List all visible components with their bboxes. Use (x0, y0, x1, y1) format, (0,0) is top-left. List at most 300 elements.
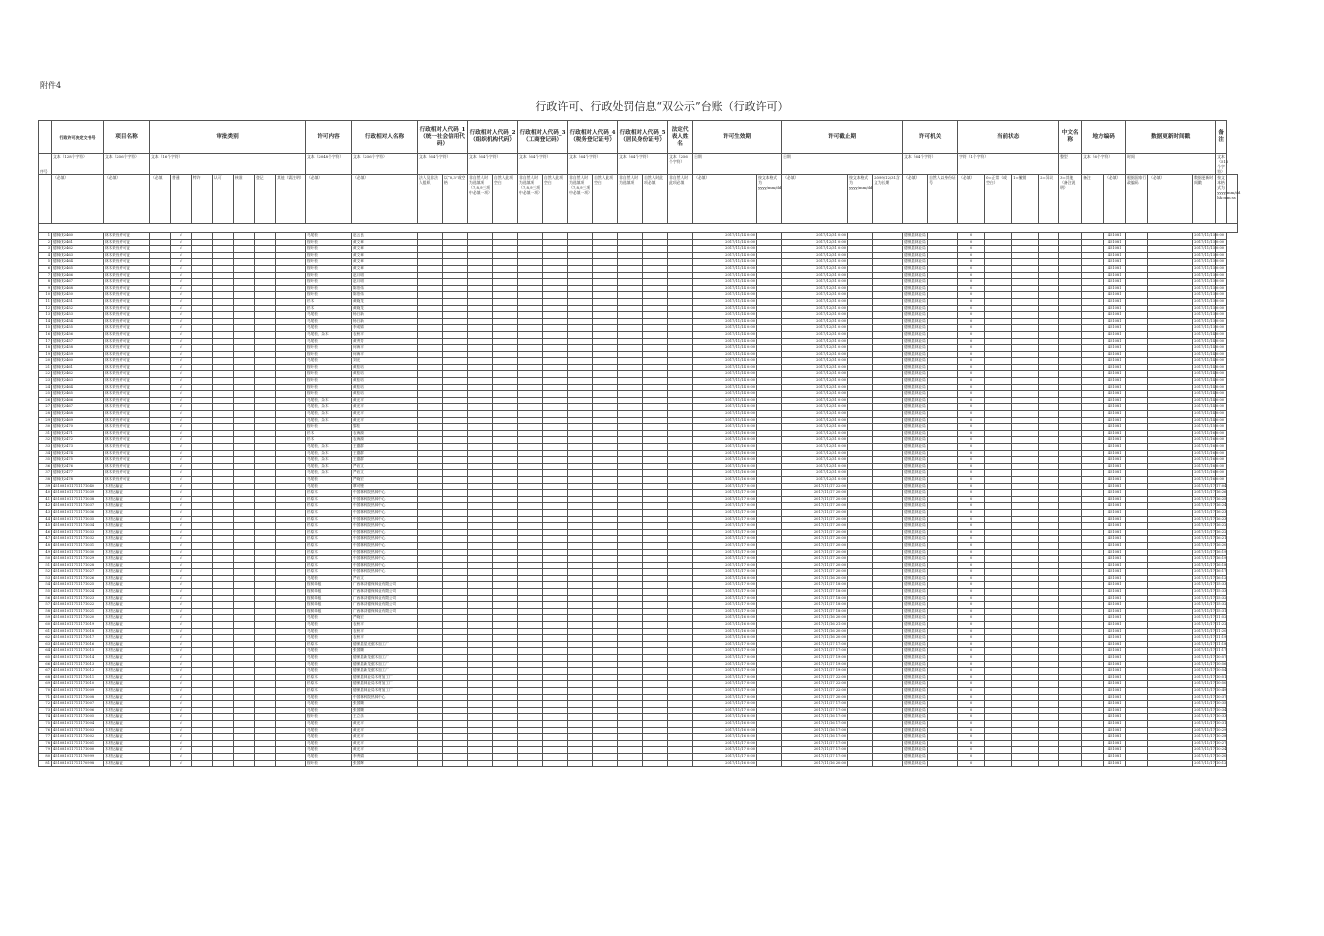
cell-empty (418, 582, 443, 589)
cell-empty (1059, 437, 1082, 444)
cell-empty (593, 338, 618, 345)
cell-empty (518, 655, 543, 662)
cell-cat1 (150, 331, 171, 338)
cell-empty (618, 674, 643, 681)
cell-empty (928, 305, 958, 312)
cell-empty (443, 753, 468, 760)
cell-empty (928, 285, 958, 292)
header-remark: 备注 (1216, 121, 1227, 154)
cell-cat-empty (192, 325, 213, 332)
cell-end: 2017/12/31 0:00 (782, 424, 848, 431)
cell-empty (1082, 714, 1104, 721)
cell-empty (873, 371, 903, 378)
table-row (39, 325, 1238, 332)
cell-empty (643, 417, 668, 424)
table-row (39, 397, 1238, 404)
cell-cat-empty (213, 397, 234, 404)
cell-end: 2017/11/16 17:00 (782, 727, 848, 734)
cell-empty (618, 259, 643, 266)
cell-cat-empty (213, 589, 234, 596)
header-row (39, 121, 1238, 154)
cell-cat-general: √ (171, 292, 192, 299)
cell-empty (518, 589, 543, 596)
cell-content: 桉叶松 (306, 391, 352, 398)
cell-empty (493, 312, 518, 319)
cell-cat-general: √ (171, 351, 192, 358)
cell-empty (518, 470, 543, 477)
table-row (39, 641, 1238, 648)
cell-empty (593, 562, 618, 569)
cell-empty (418, 371, 443, 378)
cell-empty (518, 483, 543, 490)
cell-cat-empty (276, 615, 306, 622)
table-row (39, 259, 1238, 266)
cell-cat-empty (276, 681, 306, 688)
cell-empty (443, 272, 468, 279)
cell-empty (643, 569, 668, 576)
cell-empty (757, 437, 782, 444)
cell-empty (757, 265, 782, 272)
cell-cat-empty (276, 483, 306, 490)
cell-empty (1059, 753, 1082, 760)
cell-seq: 23 (39, 378, 52, 385)
cell-empty (985, 727, 1012, 734)
cell-cat-empty (255, 279, 276, 286)
cell-seq: 52 (39, 569, 52, 576)
cell-doc-no: 451081011711171014 (52, 655, 104, 662)
cell-cat-empty (213, 384, 234, 391)
cell-empty (643, 279, 668, 286)
cell-updated: 2017/11/14 0:00 (1193, 331, 1216, 338)
cell-empty (757, 397, 782, 404)
cell-empty (1148, 529, 1193, 536)
cell-empty (493, 714, 518, 721)
cell-empty (757, 404, 782, 411)
cell-empty (468, 536, 493, 543)
cell-empty (985, 470, 1012, 477)
cell-empty (1012, 246, 1039, 253)
cell-empty (668, 707, 693, 714)
cell-cat1 (150, 378, 171, 385)
cell-cat-empty (255, 345, 276, 352)
cell-cat-empty (276, 714, 306, 721)
cell-empty (1039, 272, 1059, 279)
cell-doc-no: 451081011711171001 (52, 740, 104, 747)
cell-cat-general: √ (171, 338, 192, 345)
cell-empty (1059, 483, 1082, 490)
cell-updated: 2017/11/17 10:12 (1193, 760, 1216, 767)
cell-cat-empty (192, 740, 213, 747)
cell-empty (757, 490, 782, 497)
table-row (39, 338, 1238, 345)
cell-empty (668, 292, 693, 299)
cell-end: 2017/12/31 0:00 (782, 450, 848, 457)
cell-start: 2017/11/14 0:00 (693, 397, 757, 404)
cell-cat-general: √ (171, 727, 192, 734)
cell-empty (1082, 707, 1104, 714)
cell-start: 2017/11/16 0:00 (693, 444, 757, 451)
cell-empty (1039, 358, 1059, 365)
cell-cat1 (150, 661, 171, 668)
cell-authority: 德保县林业局 (903, 569, 928, 576)
cell-end: 2017/12/31 0:00 (782, 345, 848, 352)
cell-empty (518, 285, 543, 292)
cell-empty (518, 358, 543, 365)
table-row (39, 496, 1238, 503)
cell-seq: 11 (39, 298, 52, 305)
cell-empty (643, 740, 668, 747)
cell-empty (643, 371, 668, 378)
header-code4: 行政相对人代码_4（税务登记证号） (568, 121, 618, 154)
cell-status: 0 (958, 483, 985, 490)
cell-status: 0 (958, 437, 985, 444)
cell-cat-empty (255, 450, 276, 457)
cell-cat1 (150, 490, 171, 497)
cell-empty (443, 529, 468, 536)
cell-party: 德保县星光锯木加工厂 (352, 641, 418, 648)
cell-item: 林木采伐许可证 (104, 325, 150, 332)
cell-empty (468, 727, 493, 734)
cell-empty (985, 516, 1012, 523)
cell-empty (593, 628, 618, 635)
cell-status: 0 (958, 615, 985, 622)
cell-cat-empty (192, 404, 213, 411)
cell-party: 农海源 (352, 430, 418, 437)
cell-region: 451081 (1104, 391, 1126, 398)
cell-empty (618, 338, 643, 345)
cell-status: 0 (958, 476, 985, 483)
cell-cat-general: √ (171, 430, 192, 437)
cell-empty (443, 265, 468, 272)
table-row (39, 444, 1238, 451)
cell-empty (1059, 490, 1082, 497)
cell-cat-empty (276, 345, 306, 352)
cell-empty (873, 602, 903, 609)
cell-status: 0 (958, 496, 985, 503)
cell-empty (618, 701, 643, 708)
cell-empty (1082, 648, 1104, 655)
cell-empty (493, 529, 518, 536)
cell-authority: 德保县林业局 (903, 496, 928, 503)
cell-empty (543, 430, 568, 437)
cell-item: 木材运输证 (104, 589, 150, 596)
cell-empty (848, 523, 873, 530)
cell-empty (1059, 450, 1082, 457)
cell-empty (643, 496, 668, 503)
cell-party: 农秋平 (352, 628, 418, 635)
cell-empty (1012, 496, 1039, 503)
cell-empty (1059, 760, 1082, 767)
cell-content: 马尾松 (306, 628, 352, 635)
cell-cat-general: √ (171, 655, 192, 662)
cell-seq: 20 (39, 358, 52, 365)
cell-seq: 55 (39, 589, 52, 596)
cell-empty (668, 397, 693, 404)
cell-authority: 德保县林业局 (903, 430, 928, 437)
cell-empty (418, 470, 443, 477)
cell-empty (568, 483, 593, 490)
cell-item: 木材运输证 (104, 740, 150, 747)
cell-status: 0 (958, 628, 985, 635)
cell-empty (1126, 503, 1148, 510)
cell-cat-empty (255, 417, 276, 424)
cell-cat-empty (192, 589, 213, 596)
cell-empty (757, 602, 782, 609)
cell-empty (1012, 714, 1039, 721)
cell-empty (543, 575, 568, 582)
cell-cat-empty (213, 233, 234, 240)
cell-empty (593, 397, 618, 404)
cell-empty (1082, 674, 1104, 681)
cell-empty (418, 602, 443, 609)
cell-party: 王德群 (352, 450, 418, 457)
cell-empty (1012, 681, 1039, 688)
cell-cat-empty (192, 371, 213, 378)
cell-updated: 2017/11/14 0:00 (1193, 351, 1216, 358)
cell-empty (1039, 714, 1059, 721)
cell-empty (518, 582, 543, 589)
cell-start: 2017/11/14 0:00 (693, 305, 757, 312)
cell-empty (443, 595, 468, 602)
cell-empty (985, 536, 1012, 543)
cell-status: 0 (958, 358, 985, 365)
cell-cat-empty (234, 285, 255, 292)
cell-end: 2017/11/17 22:00 (782, 483, 848, 490)
cell-cat-empty (213, 668, 234, 675)
req-cn: 备注 (1082, 175, 1104, 224)
cell-status: 0 (958, 384, 985, 391)
cell-authority: 德保县林业局 (903, 747, 928, 754)
cell-status: 0 (958, 430, 985, 437)
cell-empty (493, 331, 518, 338)
cell-empty (493, 701, 518, 708)
cell-start: 2017/11/14 0:00 (693, 259, 757, 266)
cell-empty (468, 384, 493, 391)
header-seq (39, 121, 52, 154)
cell-item: 林木采伐许可证 (104, 239, 150, 246)
cell-end: 2017/12/31 0:00 (782, 292, 848, 299)
cell-updated: 2017/11/13 0:00 (1193, 305, 1216, 312)
cell-empty (985, 239, 1012, 246)
cell-empty (493, 391, 518, 398)
cell-empty (1039, 444, 1059, 451)
cell-start: 2017/11/14 0:00 (693, 417, 757, 424)
cell-empty (518, 740, 543, 747)
cell-empty (757, 384, 782, 391)
table-row (39, 358, 1238, 365)
cell-empty (873, 444, 903, 451)
cell-empty (643, 298, 668, 305)
cell-cat-general: √ (171, 753, 192, 760)
cell-cat-empty (234, 569, 255, 576)
cell-empty (593, 602, 618, 609)
cell-empty (1012, 608, 1039, 615)
cell-empty (1126, 450, 1148, 457)
cell-empty (493, 457, 518, 464)
cell-party: 农秋平 (352, 331, 418, 338)
cell-cat-empty (255, 483, 276, 490)
cell-cat-empty (192, 444, 213, 451)
cell-end: 2017/12/31 0:00 (782, 351, 848, 358)
cell-cat-empty (213, 569, 234, 576)
cell-region: 451081 (1104, 622, 1126, 629)
cell-content: 杉原木 (306, 509, 352, 516)
cell-empty (593, 694, 618, 701)
cell-empty (848, 292, 873, 299)
cell-empty (985, 747, 1012, 754)
cell-region: 451081 (1104, 233, 1126, 240)
cell-end: 2017/12/31 0:00 (782, 437, 848, 444)
cell-cat-empty (276, 476, 306, 483)
cell-item: 林木采伐许可证 (104, 397, 150, 404)
cell-empty (757, 529, 782, 536)
cell-item: 木材运输证 (104, 490, 150, 497)
cell-cat-empty (255, 298, 276, 305)
cell-content: 杉木 (306, 305, 352, 312)
cell-empty (757, 285, 782, 292)
cell-authority: 德保县林业局 (903, 444, 928, 451)
cell-empty (543, 331, 568, 338)
cell-empty (1039, 760, 1059, 767)
cell-region: 451081 (1104, 358, 1126, 365)
cell-status: 0 (958, 674, 985, 681)
cell-empty (928, 437, 958, 444)
cell-start: 2017/11/17 0:00 (693, 536, 757, 543)
cell-empty (668, 641, 693, 648)
cell-empty (468, 714, 493, 721)
cell-end: 2017/11/17 20:00 (782, 523, 848, 530)
cell-empty (668, 259, 693, 266)
cell-cat-general: √ (171, 411, 192, 418)
cell-authority: 德保县林业局 (903, 720, 928, 727)
cell-empty (1012, 648, 1039, 655)
req-cat3: 特许 (192, 175, 213, 224)
cell-cat-empty (276, 628, 306, 635)
cell-doc-no: 451081011711171011 (52, 674, 104, 681)
cell-empty (518, 345, 543, 352)
cell-item: 木材运输证 (104, 542, 150, 549)
cell-empty (618, 582, 643, 589)
cell-cat1 (150, 391, 171, 398)
cell-empty (848, 470, 873, 477)
cell-empty (643, 655, 668, 662)
cell-cat1 (150, 549, 171, 556)
cell-empty (757, 312, 782, 319)
cell-start: 2017/11/17 0:00 (693, 529, 757, 536)
cell-cat1 (150, 305, 171, 312)
cell-cat1 (150, 483, 171, 490)
cell-cat-general: √ (171, 556, 192, 563)
cell-doc-no: 德林伐2467 (52, 404, 104, 411)
cell-empty (1126, 608, 1148, 615)
cell-cat-empty (276, 608, 306, 615)
cell-empty (593, 569, 618, 576)
cell-empty (1126, 358, 1148, 365)
cell-cat-empty (234, 364, 255, 371)
cell-empty (1148, 450, 1193, 457)
cell-authority: 德保县林业局 (903, 635, 928, 642)
cell-empty (568, 503, 593, 510)
cell-empty (985, 404, 1012, 411)
cell-empty (985, 556, 1012, 563)
cell-status: 0 (958, 292, 985, 299)
cell-empty (1082, 727, 1104, 734)
cell-cat-empty (192, 298, 213, 305)
cell-empty (493, 655, 518, 662)
cell-empty (1082, 523, 1104, 530)
cell-empty (1059, 694, 1082, 701)
cell-empty (493, 351, 518, 358)
cell-party: 德保县林业局木材加工厂 (352, 674, 418, 681)
cell-empty (757, 595, 782, 602)
cell-empty (1059, 556, 1082, 563)
cell-authority: 德保县林业局 (903, 411, 928, 418)
cell-empty (443, 384, 468, 391)
cell-content: 马尾松 (306, 233, 352, 240)
cell-start: 2017/11/17 0:00 (693, 661, 757, 668)
cell-empty (443, 582, 468, 589)
cell-cat-empty (255, 575, 276, 582)
cell-doc-no: 451081011711171000 (52, 747, 104, 754)
cell-start: 2017/11/17 0:00 (693, 681, 757, 688)
cell-empty (568, 701, 593, 708)
cell-empty (928, 378, 958, 385)
cell-empty (757, 272, 782, 279)
cell-empty (1148, 444, 1193, 451)
cell-cat-empty (213, 272, 234, 279)
cell-empty (848, 734, 873, 741)
cell-empty (493, 430, 518, 437)
cell-empty (1039, 331, 1059, 338)
cell-start: 2017/11/16 0:00 (693, 727, 757, 734)
cell-empty (928, 727, 958, 734)
cell-empty (493, 641, 518, 648)
cell-cat-empty (255, 714, 276, 721)
cell-content: 马尾松 (306, 753, 352, 760)
cell-cat-empty (192, 252, 213, 259)
cell-empty (1082, 430, 1104, 437)
cell-empty (1082, 246, 1104, 253)
cell-empty (873, 589, 903, 596)
cell-cat-empty (213, 615, 234, 622)
cell-empty (1039, 589, 1059, 596)
cell-empty (543, 740, 568, 747)
cell-empty (518, 503, 543, 510)
cell-empty (873, 331, 903, 338)
cell-empty (985, 509, 1012, 516)
header-status: 当前状态 (958, 121, 1059, 154)
cell-updated: 2017/11/17 16:22 (1193, 529, 1216, 536)
cell-empty (757, 233, 782, 240)
cell-empty (618, 720, 643, 727)
cell-cat-empty (192, 272, 213, 279)
cell-empty (643, 351, 668, 358)
cell-empty (1126, 318, 1148, 325)
cell-cat-general: √ (171, 681, 192, 688)
cell-status: 0 (958, 298, 985, 305)
cell-empty (928, 648, 958, 655)
cell-empty (1012, 655, 1039, 662)
cell-empty (873, 364, 903, 371)
cell-empty (468, 411, 493, 418)
cell-empty (518, 279, 543, 286)
cell-end: 2017/11/17 19:00 (782, 668, 848, 675)
cell-end: 2017/11/17 17:00 (782, 648, 848, 655)
cell-region: 451081 (1104, 430, 1126, 437)
cell-empty (468, 648, 493, 655)
cell-empty (568, 312, 593, 319)
cell-seq: 15 (39, 325, 52, 332)
